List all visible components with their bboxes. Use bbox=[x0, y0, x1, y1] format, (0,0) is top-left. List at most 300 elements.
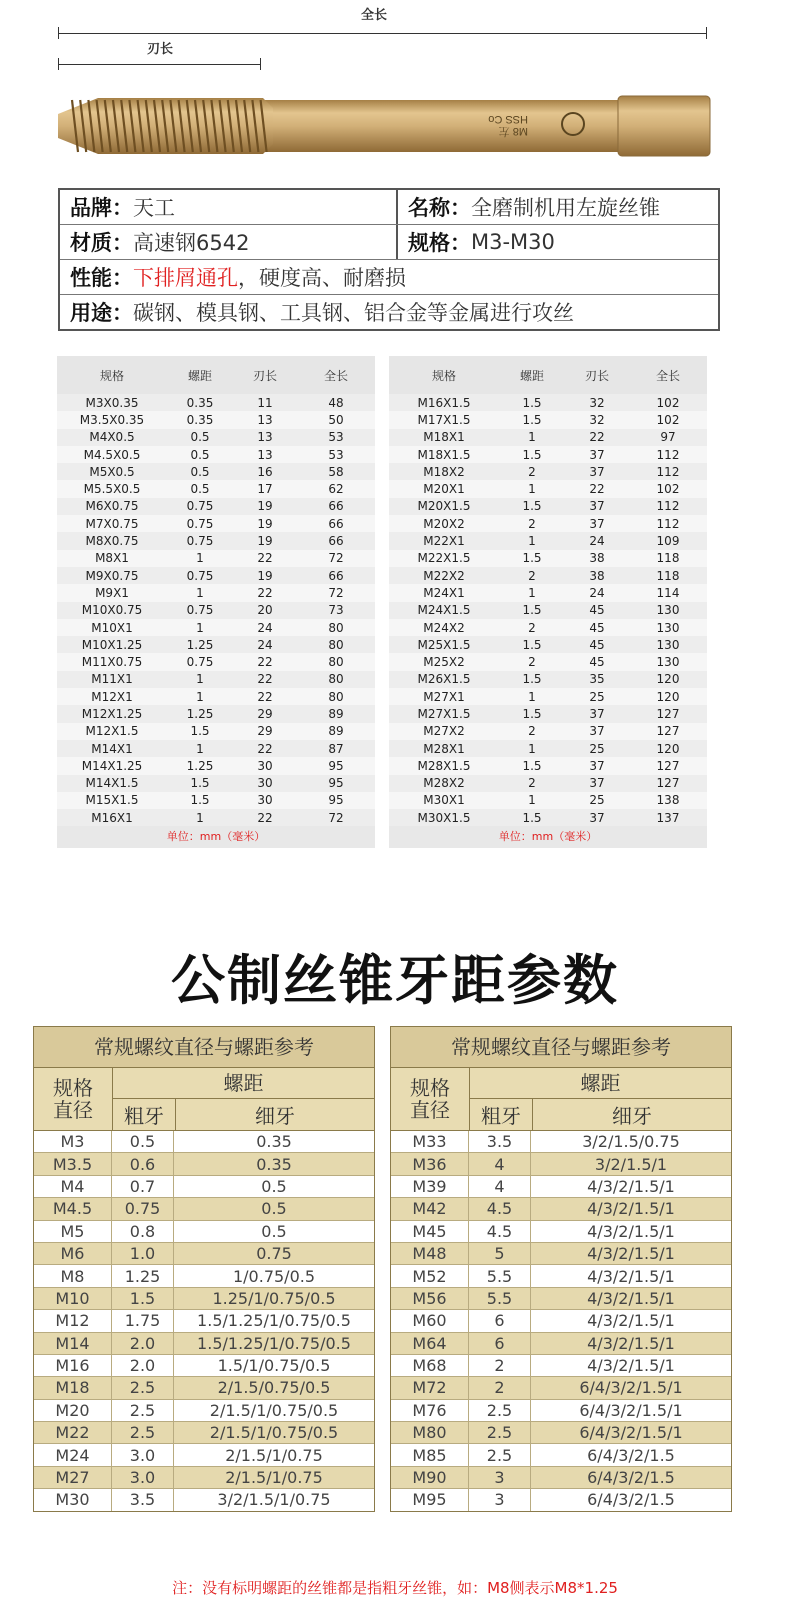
size-table-cell: 24 bbox=[589, 534, 605, 549]
size-table-header-cell: 全长 bbox=[323, 368, 348, 383]
metric-table-cell: 2.0 bbox=[112, 1333, 174, 1354]
metric-table-cell: 1.25 bbox=[112, 1265, 174, 1286]
size-table-cell: 0.35 bbox=[186, 395, 214, 410]
metric-table-title: 常规螺纹直径与螺距参考 bbox=[34, 1027, 374, 1068]
size-table-cell: 37 bbox=[589, 776, 605, 791]
size-table-cell: M15X1.5 bbox=[85, 793, 139, 808]
size-table-row bbox=[389, 809, 707, 826]
metric-table-cell: 0.6 bbox=[112, 1153, 174, 1174]
size-table-cell: M12X1.5 bbox=[85, 724, 139, 739]
size-table-cell: 137 bbox=[656, 810, 680, 825]
size-table-cell: 22 bbox=[257, 585, 273, 600]
metric-table-cell: M14 bbox=[34, 1333, 112, 1354]
size-table-cell: 25 bbox=[589, 793, 605, 808]
metric-table-row bbox=[34, 1489, 374, 1510]
size-table-cell: 2 bbox=[528, 655, 536, 670]
size-table-cell: 97 bbox=[660, 430, 676, 445]
metric-table-cell: 6/4/3/2/1.5 bbox=[587, 1468, 675, 1488]
size-table-row bbox=[389, 532, 707, 549]
size-table-cell: 37 bbox=[589, 516, 605, 531]
spec-name-value: 全磨制机用左旋丝锥 bbox=[471, 196, 660, 220]
size-table-cell: 22 bbox=[589, 430, 605, 445]
size-table-cell: M25X2 bbox=[423, 655, 465, 670]
metric-table-cell: M39 bbox=[391, 1176, 469, 1197]
metric-table-cell: 4/3/2/1.5/1 bbox=[587, 1199, 675, 1219]
spec-brand-key: 品牌 bbox=[70, 196, 112, 220]
metric-table-cell: M16 bbox=[34, 1355, 112, 1376]
size-table-cell: 25 bbox=[589, 741, 605, 756]
metric-table-cell: M85 bbox=[391, 1444, 469, 1465]
footnote: 注：没有标明螺距的丝锥都是指粗牙丝锥，如：M8侧表示M8*1.25 bbox=[172, 1579, 618, 1597]
metric-table-row bbox=[34, 1355, 374, 1377]
size-table-cell: 118 bbox=[656, 551, 680, 566]
size-table-cell: M5X0.5 bbox=[89, 464, 135, 479]
metric-table-cell: 1.75 bbox=[112, 1310, 174, 1331]
size-table-cell: 1 bbox=[528, 689, 536, 704]
size-table-row bbox=[389, 792, 707, 809]
size-table-cell: 32 bbox=[589, 395, 605, 410]
metric-table-row bbox=[34, 1131, 374, 1153]
spec-perf-highlight: 下排屑通孔 bbox=[133, 266, 238, 290]
size-table-cell: M27X1 bbox=[423, 689, 465, 704]
metric-table-cell: M4 bbox=[34, 1176, 112, 1197]
size-table-cell: 1.5 bbox=[522, 810, 542, 825]
metric-table-row bbox=[34, 1243, 374, 1265]
metric-table-cell: 3.5 bbox=[112, 1489, 174, 1510]
size-table-cell: 1.5 bbox=[190, 776, 210, 791]
size-table-cell: 19 bbox=[257, 534, 273, 549]
spec-row-performance bbox=[60, 260, 718, 295]
size-table-row bbox=[389, 757, 707, 774]
size-table-row bbox=[389, 775, 707, 792]
size-table-cell: 37 bbox=[589, 724, 605, 739]
size-table-cell: M7X0.75 bbox=[85, 516, 139, 531]
tap-marking-line2: M8 左 bbox=[498, 125, 528, 137]
size-table-cell: M22X2 bbox=[423, 568, 465, 583]
metric-table-row bbox=[391, 1355, 731, 1377]
size-table-cell: 114 bbox=[656, 585, 680, 600]
size-table-cell: M18X1.5 bbox=[417, 447, 471, 462]
metric-table-cell: M76 bbox=[391, 1400, 469, 1421]
spec-performance bbox=[60, 260, 406, 294]
size-table-header-cell: 刃长 bbox=[252, 368, 277, 383]
size-table-cell: 80 bbox=[328, 689, 344, 704]
size-table-cell: M22X1.5 bbox=[417, 551, 471, 566]
size-table-cell: M11X0.75 bbox=[81, 655, 143, 670]
size-table-row bbox=[57, 463, 375, 480]
size-table-row bbox=[389, 740, 707, 757]
size-table-cell: 72 bbox=[328, 810, 344, 825]
size-table-cell: M27X1.5 bbox=[417, 706, 471, 721]
metric-table-cell: 4/3/2/1.5/1 bbox=[587, 1333, 675, 1353]
size-table-cell: M4X0.5 bbox=[89, 430, 135, 445]
metric-table-row bbox=[34, 1377, 374, 1399]
size-table-cell: M26X1.5 bbox=[417, 672, 471, 687]
size-table-cell: 11 bbox=[257, 395, 273, 410]
spec-name bbox=[398, 190, 718, 224]
size-table-row bbox=[57, 446, 375, 463]
size-table-cell: M20X1.5 bbox=[417, 499, 471, 514]
metric-table-cell: 5.5 bbox=[469, 1265, 531, 1286]
metric-table-cell: M60 bbox=[391, 1310, 469, 1331]
size-table-cell: 22 bbox=[257, 741, 273, 756]
spec-perf-rest: ，硬度高、耐磨损 bbox=[238, 266, 406, 290]
size-table-cell: M12X1 bbox=[91, 689, 133, 704]
size-table-cell: 22 bbox=[589, 482, 605, 497]
total-length-tick-right bbox=[706, 27, 707, 39]
size-table-cell: 0.75 bbox=[186, 603, 214, 618]
size-table-cell: 138 bbox=[656, 793, 680, 808]
size-table-cell: 2 bbox=[528, 464, 536, 479]
size-table-cell: 87 bbox=[328, 741, 344, 756]
size-table-cell: M28X1.5 bbox=[417, 758, 471, 773]
size-table-cell: M6X0.75 bbox=[85, 499, 139, 514]
size-table-cell: M14X1.25 bbox=[81, 758, 143, 773]
size-table-cell: 62 bbox=[328, 482, 344, 497]
size-table-cell: M28X1 bbox=[423, 741, 465, 756]
tap-marking-line1: HSS Co bbox=[488, 113, 528, 125]
size-table-row bbox=[57, 429, 375, 446]
size-table-row bbox=[389, 498, 707, 515]
size-table-cell: 22 bbox=[257, 655, 273, 670]
metric-table-cell: 4/3/2/1.5/1 bbox=[587, 1244, 675, 1264]
size-table-cell: 102 bbox=[656, 395, 680, 410]
metric-table-cell: M72 bbox=[391, 1377, 469, 1398]
size-table-cell: 1.25 bbox=[186, 637, 214, 652]
size-table-row bbox=[57, 567, 375, 584]
spec-brand-value: 天工 bbox=[133, 196, 175, 220]
size-table-cell: 48 bbox=[328, 395, 344, 410]
size-table-cell: 53 bbox=[328, 447, 344, 462]
size-table-cell: 66 bbox=[328, 568, 344, 583]
size-table-cell: 1 bbox=[196, 810, 204, 825]
size-table-cell: 80 bbox=[328, 637, 344, 652]
metric-table-row bbox=[34, 1153, 374, 1175]
size-table-cell: M16X1 bbox=[91, 810, 133, 825]
metric-table-cell: 1.0 bbox=[112, 1243, 174, 1264]
metric-table-cell: 0.5 bbox=[261, 1176, 287, 1196]
metric-table-cell: 1.5/1.25/1/0.75/0.5 bbox=[197, 1311, 351, 1331]
size-table-row bbox=[389, 411, 707, 428]
size-table-cell: M24X1 bbox=[423, 585, 465, 600]
metric-table-cell: 2/1.5/1/0.75/0.5 bbox=[209, 1400, 339, 1420]
spec-usage-value: 碳钢、模具钢、工具钢、铝合金等金属进行攻丝 bbox=[133, 301, 574, 325]
metric-col-size-line1: 规格 bbox=[53, 1076, 93, 1100]
size-table-cell: 45 bbox=[589, 655, 605, 670]
metric-col-coarse: 粗牙 bbox=[470, 1099, 533, 1130]
metric-table-row bbox=[34, 1198, 374, 1220]
spec-sep: ： bbox=[112, 196, 133, 220]
size-table-row bbox=[57, 792, 375, 809]
metric-table-cell: M12 bbox=[34, 1310, 112, 1331]
size-table-row bbox=[389, 446, 707, 463]
metric-table-cell: 4 bbox=[469, 1176, 531, 1197]
size-table-right bbox=[389, 356, 707, 848]
size-table-cell: M28X2 bbox=[423, 776, 465, 791]
metric-table-cell: 2.5 bbox=[112, 1422, 174, 1443]
metric-table-row bbox=[391, 1288, 731, 1310]
size-table-cell: 120 bbox=[656, 672, 680, 687]
size-table-header bbox=[57, 356, 375, 394]
metric-table-cell: 6/4/3/2/1.5/1 bbox=[579, 1423, 683, 1443]
size-table-row bbox=[389, 636, 707, 653]
size-table-cell: 29 bbox=[257, 706, 273, 721]
size-table-cell: 0.75 bbox=[186, 534, 214, 549]
tap-illustration bbox=[58, 84, 718, 168]
spec-size-key: 规格 bbox=[408, 231, 450, 255]
size-table-cell: 29 bbox=[257, 724, 273, 739]
size-table-row bbox=[57, 740, 375, 757]
size-table-cell: 130 bbox=[656, 637, 680, 652]
size-table-cell: 127 bbox=[656, 706, 680, 721]
size-table-cell: 1.5 bbox=[522, 499, 542, 514]
size-table-cell: 35 bbox=[589, 672, 605, 687]
size-table-cell: 22 bbox=[257, 551, 273, 566]
metric-col-size-line2: 直径 bbox=[410, 1098, 450, 1122]
spec-sep: ： bbox=[112, 301, 133, 325]
size-table-cell: 118 bbox=[656, 568, 680, 583]
size-table-cell: 1 bbox=[196, 585, 204, 600]
size-table-cell: 38 bbox=[589, 568, 605, 583]
size-table-cell: 1.5 bbox=[190, 793, 210, 808]
size-table-row bbox=[389, 723, 707, 740]
metric-col-size bbox=[391, 1068, 470, 1130]
size-table-cell: 102 bbox=[656, 412, 680, 427]
size-table-row bbox=[57, 723, 375, 740]
metric-table-row bbox=[391, 1377, 731, 1399]
metric-table-cell: 3/2/1.5/0.75 bbox=[582, 1132, 680, 1152]
metric-table-row bbox=[391, 1422, 731, 1444]
metric-table-cell: M20 bbox=[34, 1400, 112, 1421]
edge-length-tick-left bbox=[58, 58, 59, 70]
size-table-cell: 80 bbox=[328, 655, 344, 670]
size-table-cell: M20X2 bbox=[423, 516, 465, 531]
spec-sep: ： bbox=[112, 266, 133, 290]
metric-table-cell: M90 bbox=[391, 1467, 469, 1488]
metric-table-header bbox=[34, 1068, 374, 1131]
size-table-cell: 1.25 bbox=[186, 706, 214, 721]
metric-table-row bbox=[34, 1467, 374, 1489]
metric-table-cell: 6 bbox=[469, 1333, 531, 1354]
spec-usage bbox=[60, 295, 574, 329]
metric-table-cell: M8 bbox=[34, 1265, 112, 1286]
metric-table-row bbox=[34, 1333, 374, 1355]
metric-table-cell: 0.5 bbox=[261, 1221, 287, 1241]
metric-table-cell: 3/2/1.5/1 bbox=[594, 1154, 668, 1174]
size-table-cell: 120 bbox=[656, 689, 680, 704]
metric-table-cell: 4/3/2/1.5/1 bbox=[587, 1221, 675, 1241]
size-table-cell: M27X2 bbox=[423, 724, 465, 739]
metric-table-row bbox=[34, 1265, 374, 1287]
size-table-cell: 0.75 bbox=[186, 499, 214, 514]
size-table-row bbox=[389, 653, 707, 670]
metric-table-row bbox=[391, 1265, 731, 1287]
metric-table-cell: 1.5/1.25/1/0.75/0.5 bbox=[197, 1333, 351, 1353]
size-table-cell: 1 bbox=[528, 482, 536, 497]
metric-table-cell: 1/0.75/0.5 bbox=[232, 1266, 316, 1286]
size-table-cell: 1.5 bbox=[522, 551, 542, 566]
metric-table-cell: 3 bbox=[469, 1467, 531, 1488]
metric-table-cell: M27 bbox=[34, 1467, 112, 1488]
size-table-row bbox=[57, 550, 375, 567]
size-table-row bbox=[57, 394, 375, 411]
size-table-row bbox=[389, 688, 707, 705]
metric-table-cell: 2.5 bbox=[469, 1422, 531, 1443]
size-table-row bbox=[389, 480, 707, 497]
spec-sep: ： bbox=[112, 231, 133, 255]
metric-table-cell: 2.5 bbox=[469, 1400, 531, 1421]
metric-table-cell: 3.5 bbox=[469, 1131, 531, 1152]
metric-table-cell: M45 bbox=[391, 1221, 469, 1242]
size-table-cell: 25 bbox=[589, 689, 605, 704]
size-table-cell: M18X2 bbox=[423, 464, 465, 479]
size-table-row bbox=[389, 705, 707, 722]
size-table-cell: 1.5 bbox=[522, 412, 542, 427]
size-table-cell: 30 bbox=[257, 793, 273, 808]
size-table-cell: M10X0.75 bbox=[81, 603, 143, 618]
metric-table-row bbox=[34, 1288, 374, 1310]
size-table-cell: 37 bbox=[589, 758, 605, 773]
size-table-row bbox=[57, 584, 375, 601]
metric-table-cell: 0.5 bbox=[112, 1131, 174, 1152]
size-table-cell: 2 bbox=[528, 724, 536, 739]
size-table-cell: M3X0.35 bbox=[85, 395, 139, 410]
metric-table-row bbox=[391, 1467, 731, 1489]
spec-material-key: 材质 bbox=[70, 231, 112, 255]
size-table-cell: M8X0.75 bbox=[85, 534, 139, 549]
size-table-cell: 37 bbox=[589, 499, 605, 514]
size-table-cell: 1 bbox=[528, 534, 536, 549]
size-table-cell: 2 bbox=[528, 516, 536, 531]
size-table-cell: 45 bbox=[589, 620, 605, 635]
size-table-cell: 89 bbox=[328, 724, 344, 739]
metric-table-cell: 2 bbox=[469, 1377, 531, 1398]
spec-usage-key: 用途 bbox=[70, 301, 112, 325]
metric-table-cell: M68 bbox=[391, 1355, 469, 1376]
size-table-cell: 1 bbox=[196, 620, 204, 635]
size-table-cell: 102 bbox=[656, 482, 680, 497]
metric-table-cell: 3.0 bbox=[112, 1444, 174, 1465]
size-table-row bbox=[57, 619, 375, 636]
metric-table-row bbox=[391, 1400, 731, 1422]
metric-table-cell: M3 bbox=[34, 1131, 112, 1152]
metric-table-cell: 0.35 bbox=[256, 1154, 292, 1174]
size-table-cell: 24 bbox=[257, 637, 273, 652]
metric-col-size bbox=[34, 1068, 113, 1130]
size-table-cell: 1 bbox=[528, 585, 536, 600]
size-table-cell: M17X1.5 bbox=[417, 412, 471, 427]
size-table-cell: 30 bbox=[257, 758, 273, 773]
size-table-cell: 30 bbox=[257, 776, 273, 791]
size-table-cell: 1 bbox=[528, 430, 536, 445]
spec-row-material bbox=[60, 225, 718, 260]
size-table-cell: 1.5 bbox=[522, 758, 542, 773]
size-table-cell: 0.75 bbox=[186, 655, 214, 670]
metric-table-cell: 3.0 bbox=[112, 1467, 174, 1488]
metric-table-cell: 0.5 bbox=[261, 1199, 287, 1219]
size-table-cell: 2 bbox=[528, 776, 536, 791]
size-table-cell: 127 bbox=[656, 724, 680, 739]
metric-table-title: 常规螺纹直径与螺距参考 bbox=[391, 1027, 731, 1068]
size-table-cell: 32 bbox=[589, 412, 605, 427]
metric-table-cell: M64 bbox=[391, 1333, 469, 1354]
metric-table-cell: 2.0 bbox=[112, 1355, 174, 1376]
size-table-unit: 单位：mm（毫米） bbox=[57, 826, 375, 848]
size-table-cell: 19 bbox=[257, 499, 273, 514]
spec-sep: ： bbox=[450, 196, 471, 220]
edge-length-label: 刃长 bbox=[147, 42, 174, 57]
metric-table-cell: M48 bbox=[391, 1243, 469, 1264]
metric-table-cell: 2.5 bbox=[112, 1377, 174, 1398]
size-table-cell: 38 bbox=[589, 551, 605, 566]
tap-shank bbox=[258, 100, 658, 152]
spec-perf-key: 性能 bbox=[70, 266, 112, 290]
metric-table-row bbox=[391, 1153, 731, 1175]
total-length-label: 全长 bbox=[361, 8, 388, 23]
metric-col-pitch-group bbox=[113, 1068, 374, 1130]
size-table-row bbox=[389, 602, 707, 619]
size-table-header-cell: 螺距 bbox=[187, 368, 212, 383]
size-table-row bbox=[389, 550, 707, 567]
size-table-cell: 66 bbox=[328, 499, 344, 514]
metric-table-cell: 0.35 bbox=[256, 1132, 292, 1152]
size-table-cell: M30X1.5 bbox=[417, 810, 471, 825]
metric-table-cell: 6/4/3/2/1.5 bbox=[587, 1490, 675, 1510]
size-table-cell: 1 bbox=[528, 741, 536, 756]
size-table-cell: 1.5 bbox=[522, 395, 542, 410]
size-table-cell: 13 bbox=[257, 412, 273, 427]
size-table-cell: M24X2 bbox=[423, 620, 465, 635]
size-table-cell: 112 bbox=[656, 447, 680, 462]
size-table-row bbox=[57, 532, 375, 549]
size-table-cell: 22 bbox=[257, 810, 273, 825]
size-table-row bbox=[389, 429, 707, 446]
metric-table-cell: 2/1.5/1/0.75 bbox=[225, 1468, 323, 1488]
metric-col-coarse: 粗牙 bbox=[113, 1099, 176, 1130]
size-table-cell: M24X1.5 bbox=[417, 603, 471, 618]
metric-table-cell: M80 bbox=[391, 1422, 469, 1443]
size-table-cell: 45 bbox=[589, 603, 605, 618]
size-table-cell: 1.5 bbox=[522, 603, 542, 618]
size-table-cell: M5.5X0.5 bbox=[83, 482, 141, 497]
metric-table-row bbox=[391, 1198, 731, 1220]
size-table-cell: 130 bbox=[656, 620, 680, 635]
metric-table-row bbox=[391, 1243, 731, 1265]
size-table-row bbox=[57, 602, 375, 619]
size-table-cell: 130 bbox=[656, 603, 680, 618]
size-table-row bbox=[389, 671, 707, 688]
metric-table-cell: M56 bbox=[391, 1288, 469, 1309]
size-table-cell: 0.75 bbox=[186, 568, 214, 583]
metric-table-cell: M24 bbox=[34, 1444, 112, 1465]
size-table-cell: 1.5 bbox=[522, 637, 542, 652]
page-heading: 公制丝锥牙距参数 bbox=[171, 949, 619, 1012]
metric-col-size-line1: 规格 bbox=[410, 1076, 450, 1100]
metric-table-cell: 6/4/3/2/1.5 bbox=[587, 1445, 675, 1465]
size-table-cell: M12X1.25 bbox=[81, 706, 143, 721]
size-table-row bbox=[57, 688, 375, 705]
size-table-cell: 95 bbox=[328, 776, 344, 791]
size-table-row bbox=[389, 584, 707, 601]
size-table-row bbox=[389, 567, 707, 584]
size-table-cell: 2 bbox=[528, 620, 536, 635]
spec-sep: ： bbox=[450, 231, 471, 255]
size-table-cell: 22 bbox=[257, 689, 273, 704]
size-table-cell: 130 bbox=[656, 655, 680, 670]
size-table-cell: M14X1 bbox=[91, 741, 133, 756]
size-table-cell: M9X1 bbox=[95, 585, 129, 600]
size-table-cell: 0.75 bbox=[186, 516, 214, 531]
